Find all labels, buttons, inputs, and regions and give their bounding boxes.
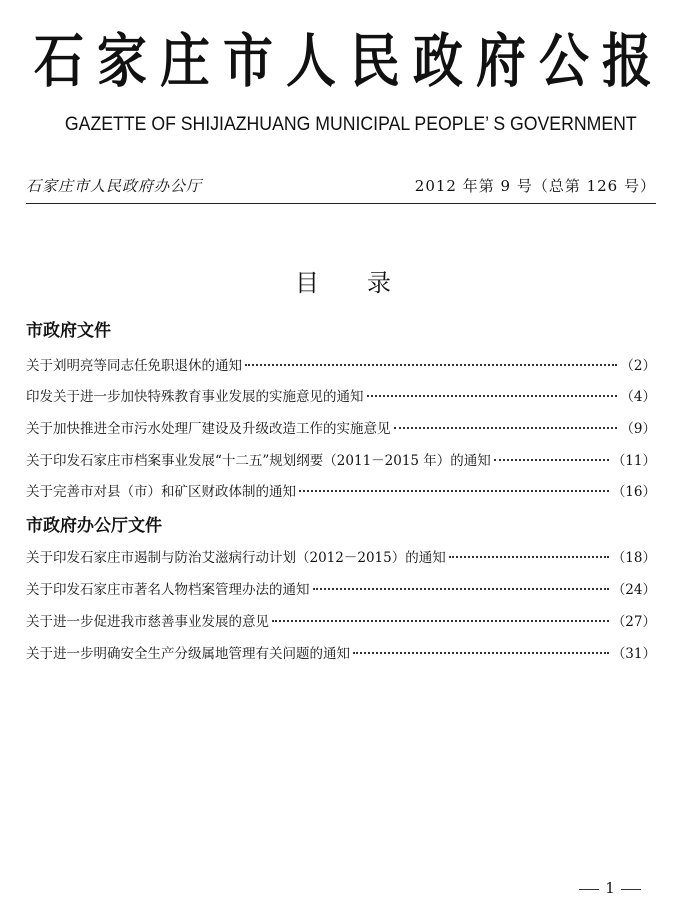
toc-title: 目录 bbox=[295, 269, 439, 297]
masthead-english-title: GAZETTE OF SHIJIAZHUANG MUNICIPAL PEOPLE’ S GOVERNMENT bbox=[64, 114, 637, 135]
toc-entry[interactable] bbox=[26, 451, 656, 471]
dot-leader bbox=[394, 427, 618, 429]
toc-entry[interactable] bbox=[26, 387, 656, 407]
toc-entry[interactable] bbox=[26, 419, 656, 439]
toc-entry-title: 关于刘明亮等同志任免职退休的通知 bbox=[26, 358, 242, 374]
folio-dash-left bbox=[579, 889, 599, 890]
dot-leader bbox=[313, 588, 609, 590]
masthead-char: 家 bbox=[97, 27, 148, 95]
masthead-title bbox=[30, 26, 656, 96]
toc-entry-title: 关于完善市对县（市）和矿区财政体制的通知 bbox=[26, 484, 296, 500]
masthead-char: 政 bbox=[412, 27, 463, 95]
dot-leader bbox=[353, 652, 609, 654]
dot-leader bbox=[245, 364, 617, 366]
masthead-char: 人 bbox=[286, 27, 337, 95]
masthead-char: 民 bbox=[349, 27, 400, 95]
section-heading: 市政府文件 bbox=[26, 321, 111, 341]
issue-row bbox=[26, 175, 656, 197]
masthead-char: 报 bbox=[602, 27, 652, 95]
toc-entry-title: 关于进一步明确安全生产分级属地管理有关问题的通知 bbox=[26, 646, 350, 662]
toc-entry-title: 关于进一步促进我市慈善事业发展的意见 bbox=[26, 614, 269, 630]
toc-entry-title: 关于印发石家庄市遏制与防治艾滋病行动计划（2012－2015）的通知 bbox=[26, 550, 446, 566]
toc-entry-page: （9） bbox=[620, 421, 656, 437]
toc-entry[interactable] bbox=[26, 548, 656, 568]
page-number-value: 1 bbox=[605, 879, 615, 897]
issuing-office: 石家庄市人民政府办公厅 bbox=[26, 177, 203, 195]
dot-leader bbox=[272, 620, 609, 622]
issue-number: 2012 年第 9 号（总第 126 号） bbox=[414, 177, 656, 195]
masthead-char: 公 bbox=[538, 27, 589, 95]
dot-leader bbox=[367, 395, 618, 397]
toc-entry-page: （24） bbox=[611, 582, 656, 598]
toc-entry-title: 关于加快推进全市污水处理厂建设及升级改造工作的实施意见 bbox=[26, 421, 391, 437]
toc-entry-page: （11） bbox=[611, 453, 656, 469]
toc-entry-title: 印发关于进一步加快特殊教育事业发展的实施意见的通知 bbox=[26, 389, 364, 405]
toc-entry-page: （31） bbox=[611, 646, 656, 662]
toc-entry-title: 关于印发石家庄市档案事业发展“十二五”规划纲要（2011－2015 年）的通知 bbox=[26, 453, 491, 469]
masthead-char: 府 bbox=[475, 27, 526, 95]
toc-entry-page: （4） bbox=[620, 389, 656, 405]
dot-leader bbox=[494, 459, 609, 461]
toc-entry[interactable] bbox=[26, 356, 656, 376]
toc-entry[interactable] bbox=[26, 612, 656, 632]
toc-entry[interactable] bbox=[26, 580, 656, 600]
toc-entry-page: （18） bbox=[611, 550, 656, 566]
toc-entry[interactable] bbox=[26, 644, 656, 664]
masthead-char: 市 bbox=[223, 27, 274, 95]
toc-entry-page: （16） bbox=[611, 484, 656, 500]
dot-leader bbox=[449, 556, 609, 558]
toc-entry-title: 关于印发石家庄市著名人物档案管理办法的通知 bbox=[26, 582, 310, 598]
dot-leader bbox=[299, 490, 609, 492]
section-heading: 市政府办公厅文件 bbox=[26, 516, 162, 536]
folio-dash-right bbox=[621, 889, 641, 890]
masthead-char: 庄 bbox=[160, 27, 211, 95]
masthead-char: 石 bbox=[34, 27, 84, 95]
page-number bbox=[560, 878, 660, 898]
header-divider bbox=[26, 203, 656, 204]
toc-entry-page: （2） bbox=[620, 358, 656, 374]
toc-entry-page: （27） bbox=[611, 614, 656, 630]
toc-entry[interactable] bbox=[26, 482, 656, 502]
